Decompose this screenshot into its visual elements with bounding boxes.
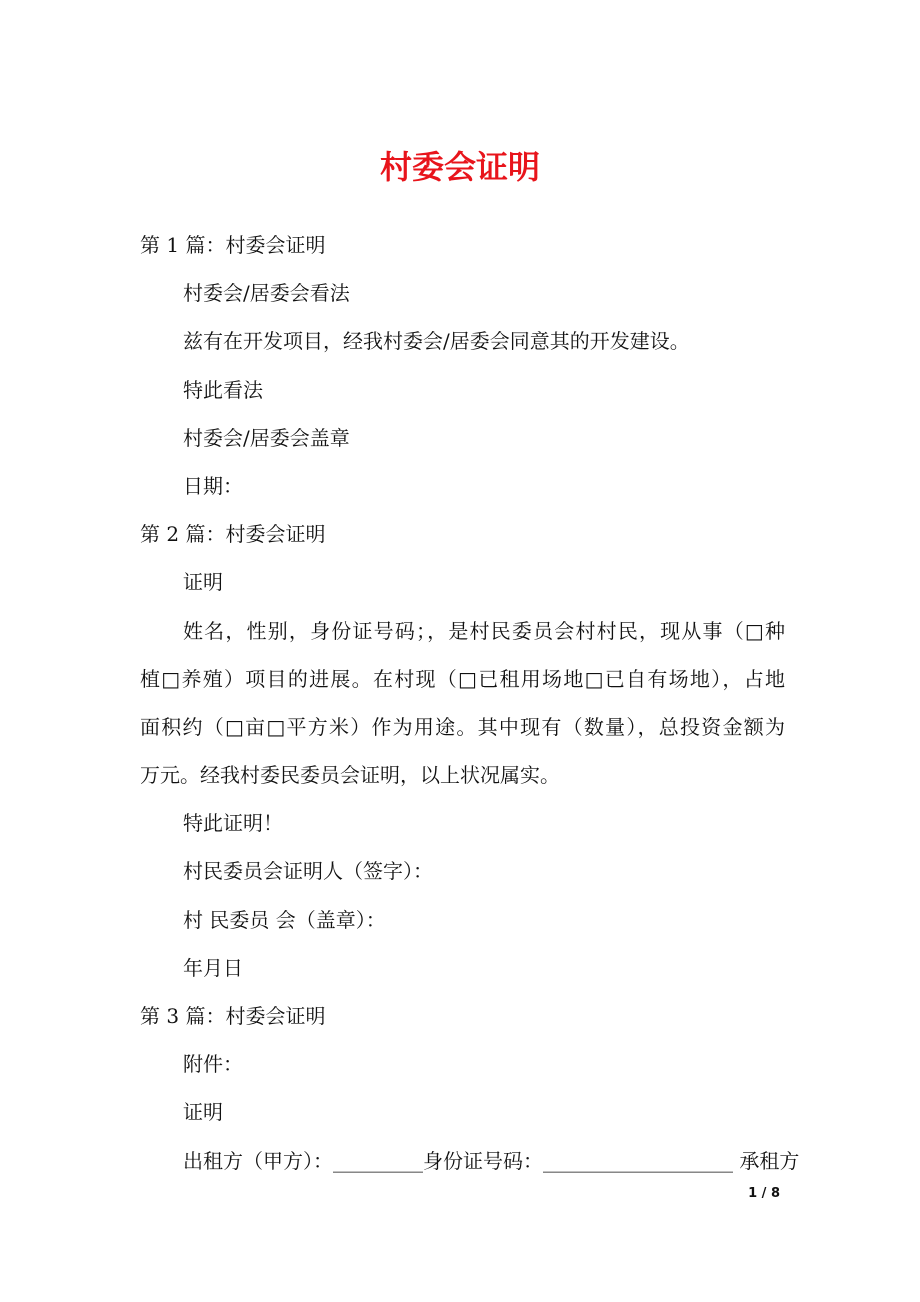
text-line: 出租方（甲方）：_________身份证号码：___________________ 承租方 [183, 1148, 800, 1173]
text-line: 证明 [183, 570, 223, 595]
text-line: 村民委员会证明人（签字）： [183, 859, 433, 884]
text-line: 附件： [183, 1052, 243, 1077]
text-line: 村委会/居委会盖章 [183, 425, 350, 450]
text-line: 证明 [183, 1100, 223, 1125]
section-heading: 第 3 篇：村委会证明 [140, 1004, 326, 1028]
text-line: 特此证明！ [183, 811, 283, 836]
text-line: 姓名，性别，身份证号码；，是村民委员会村村民，现从事（□种 [183, 618, 785, 643]
text-line: 兹有在开发项目，经我村委会/居委会同意其的开发建设。 [183, 329, 690, 354]
document-body [140, 221, 800, 1185]
text-line: 面积约（□亩□平方米）作为用途。其中现有（数量），总投资金额为 [140, 714, 785, 739]
text-line: 村 民委员 会（盖章）： [183, 907, 386, 932]
text-line: 特此看法 [183, 377, 263, 402]
text-line: 村委会/居委会看法 [183, 281, 350, 306]
document-title: 村委会证明 [379, 148, 540, 186]
section-heading: 第 2 篇：村委会证明 [140, 522, 326, 547]
text-line: 日期： [183, 473, 243, 498]
page-number: 1 / 8 [748, 1186, 780, 1201]
text-line: 年月日 [183, 955, 243, 980]
text-line: 万元。经我村委民委员会证明，以上状况属实。 [140, 763, 560, 788]
text-line: 植□养殖）项目的进展。在村现（□已租用场地□已自有场地），占地 [140, 666, 785, 691]
section-heading: 第 1 篇：村委会证明 [140, 233, 326, 257]
